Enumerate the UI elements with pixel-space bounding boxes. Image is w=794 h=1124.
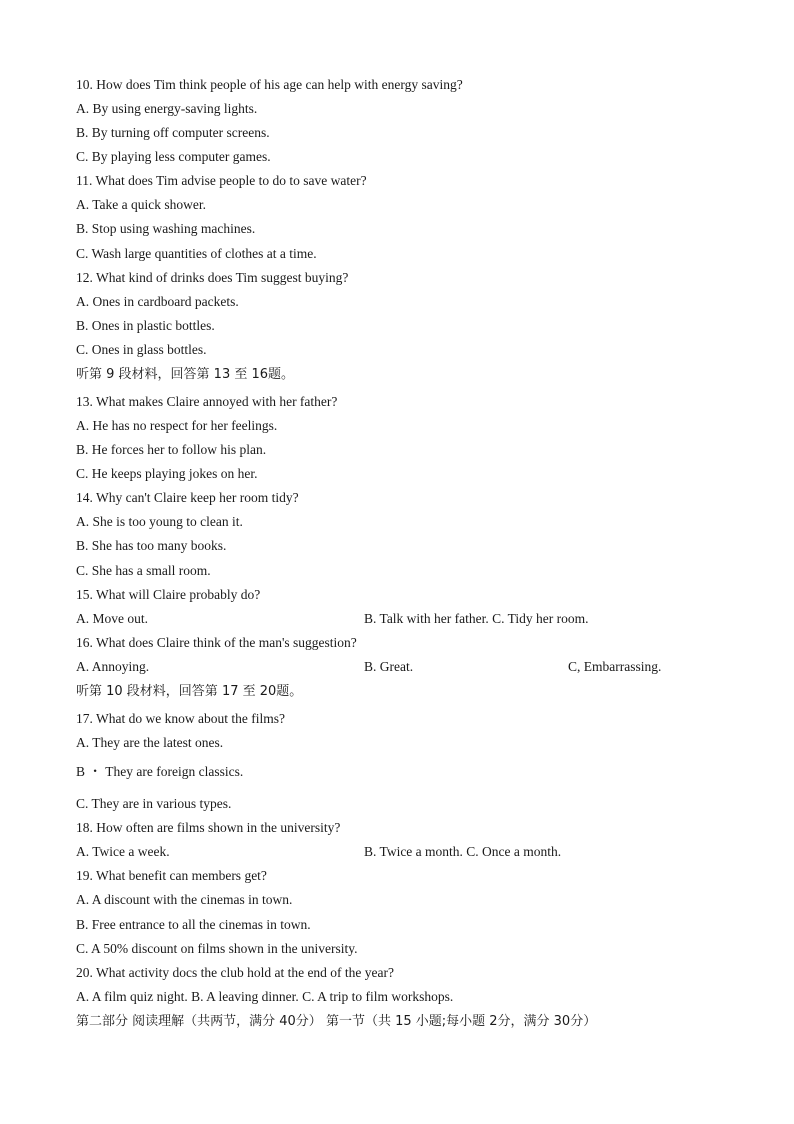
option-16-b: B. Great. [364,659,414,674]
options-20: A. A film quiz night. B. A leaving dinner. C. A trip to film workshops. [76,989,454,1004]
options-15 [76,610,716,628]
option-10-c: C. By playing less computer games. [76,149,271,164]
question-17: 17. What do we know about the films? [76,711,285,726]
option-11-c: C. Wash large quantities of clothes at a time. [76,246,317,261]
part-2-heading: 第二部分 阅读理解（共两节，满分 40分） 第一节（共 15 小题;每小题 2分，满分 30分） [76,1014,597,1029]
option-14-b: B. She has too many books. [76,538,227,553]
option-18-bc: B. Twice a month. C. Once a month. [364,844,562,859]
option-16-c: C, Embarrassing. [568,659,662,674]
option-12-a: A. Ones in cardboard packets. [76,294,239,309]
question-13: 13. What makes Claire annoyed with her father? [76,394,338,409]
section-9-instruction: 听第 9 段材料，回答第 13 至 16题。 [76,367,295,382]
question-16: 16. What does Claire think of the man's suggestion? [76,635,357,650]
option-19-c: C. A 50% discount on films shown in the university. [76,941,358,956]
question-20: 20. What activity docs the club hold at the end of the year? [76,965,395,980]
question-14: 14. Why can't Claire keep her room tidy? [76,490,299,505]
option-15-a: A. Move out. [76,611,148,626]
option-13-a: A. He has no respect for her feelings. [76,418,278,433]
option-19-b: B. Free entrance to all the cinemas in town. [76,917,311,932]
option-18-a: A. Twice a week. [76,844,170,859]
option-10-a: A. By using energy-saving lights. [76,101,258,116]
option-11-a: A. Take a quick shower. [76,197,207,212]
option-13-c: C. He keeps playing jokes on her. [76,466,258,481]
option-12-b: B. Ones in plastic bottles. [76,318,215,333]
option-11-b: B. Stop using washing machines. [76,221,256,236]
option-17-c: C. They are in various types. [76,796,232,811]
options-16 [76,658,716,676]
question-15: 15. What will Claire probably do? [76,587,261,602]
option-17-b: B ・ They are foreign classics. [76,764,244,779]
question-10: 10. How does Tim think people of his age can help with energy saving? [76,77,463,92]
section-10-instruction: 听第 10 段材料，回答第 17 至 20题。 [76,684,303,699]
question-12: 12. What kind of drinks does Tim suggest buying? [76,270,349,285]
option-14-c: C. She has a small room. [76,563,211,578]
options-18 [76,843,716,861]
option-19-a: A. A discount with the cinemas in town. [76,892,293,907]
option-14-a: A. She is too young to clean it. [76,514,243,529]
option-17-a: A. They are the latest ones. [76,735,224,750]
question-18: 18. How often are films shown in the university? [76,820,341,835]
option-12-c: C. Ones in glass bottles. [76,342,207,357]
question-11: 11. What does Tim advise people to do to save water? [76,173,367,188]
option-13-b: B. He forces her to follow his plan. [76,442,267,457]
option-15-bc: B. Talk with her father. C. Tidy her room. [364,611,589,626]
option-10-b: B. By turning off computer screens. [76,125,270,140]
question-19: 19. What benefit can members get? [76,868,267,883]
option-16-a: A. Annoying. [76,659,150,674]
